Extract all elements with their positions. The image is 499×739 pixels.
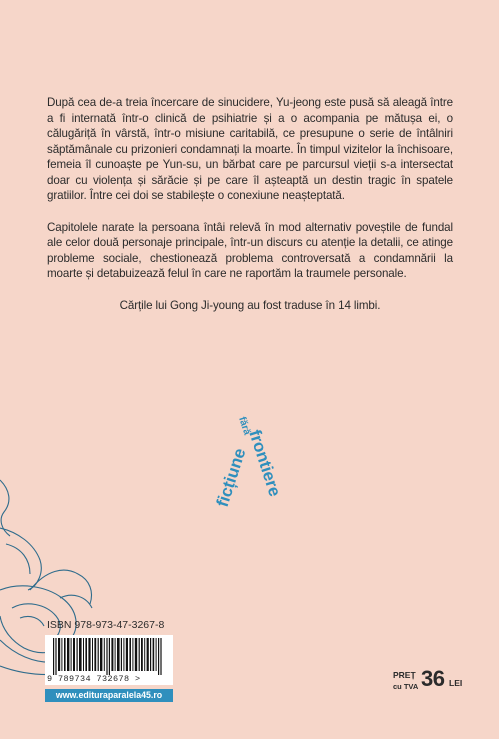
barcode-bars bbox=[45, 635, 173, 675]
collection-logo bbox=[205, 404, 285, 514]
price-tag bbox=[393, 668, 463, 698]
blurb-paragraph-3: Cărțile lui Gong Ji-young au fost traduse în 14 limbi. bbox=[119, 298, 381, 312]
blurb-paragraph-1: După cea de-a treia încercare de sinucidere, Yu-jeong este pusă să aleagă între a fi internată într-o clinică de psihiatrie și a o acompania pe mătușa ei, o călugăriță în vârstă, într-o misiune caritabilă, ce presupune o serie de întâlniri săptămânale cu prizonieri condamnați la moarte. În timpul vizitelor la închisoare, femeia îl cunoaște pe Yun-su, un bărbat care pe parcursul vieții s-a intersectat doar cu violența și sărăcie și pe care îl așteaptă un destin tragic în spatele gratiilor. Între cei doi se stabilește o conexiune neașteptată. bbox=[47, 96, 453, 202]
barcode-digits: 9 789734 732678 > bbox=[47, 674, 141, 684]
back-cover-blurb bbox=[47, 95, 453, 329]
publisher-url: www.edituraparalela45.ro bbox=[45, 689, 173, 702]
price-tax-label: cu TVA bbox=[393, 682, 419, 691]
price-amount: 36 bbox=[421, 666, 445, 691]
isbn-text: ISBN 978-973-47-3267-8 bbox=[47, 619, 165, 631]
logo-line-3: frontiere bbox=[245, 427, 285, 499]
logo-line-2: fără bbox=[236, 415, 253, 437]
price-label: PREȚ bbox=[393, 670, 416, 680]
blurb-paragraph-2: Capitolele narate la persoana întâi relevă în mod alternativ poveștile de fundal ale celor două personaje principale, într-un discurs cu atenție la detalii, ce atinge probleme sociale, chestionează problema controversată a condamnării la moarte și detabuizează felul în care ne raportăm la traumele personale. bbox=[47, 220, 453, 280]
price-currency: LEI bbox=[449, 678, 463, 688]
logo-line-1: ficțiune bbox=[212, 445, 250, 510]
